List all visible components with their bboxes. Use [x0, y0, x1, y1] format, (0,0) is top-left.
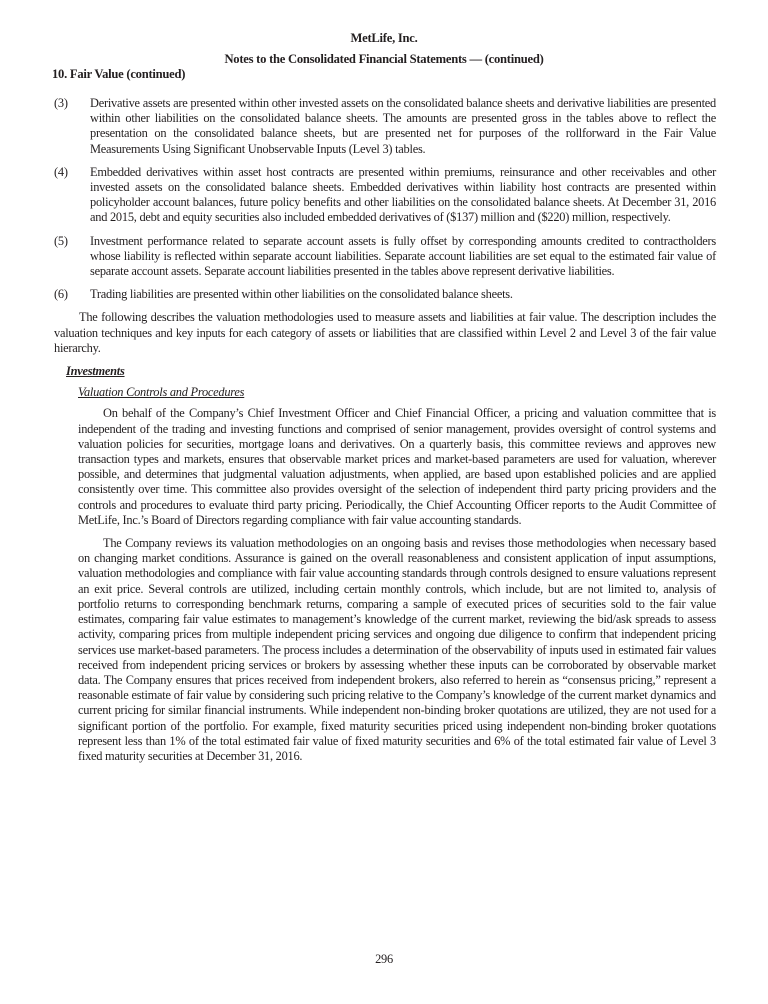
footnote-item	[54, 234, 716, 280]
footnote-text: Investment performance related to separate account assets is fully offset by corresponding amounts credited to contractholders whose liability is reflected within separate account liabilities. Separate account liabilities are set equal to the estimated fair value of separate account assets. Separate account liabilities presented in the tables above represent derivative liabilities.	[90, 233, 716, 279]
section-heading: 10. Fair Value (continued)	[52, 67, 186, 81]
document-body	[54, 96, 716, 772]
footnote-item	[54, 96, 716, 157]
footnote-item	[54, 287, 716, 302]
body-paragraph: The Company reviews its valuation methodologies on an ongoing basis and revises those methodologies when necessary based on changing market conditions. Assurance is gained on the overall reasonableness and consistent application of input assumptions, valuation methodologies and compliance with fair value accounting standards through controls designed to ensure valuations represent an exit price. Several controls are utilized, including certain monthly controls, which include, but are not limited to, analysis of portfolio returns to corresponding benchmark returns, comparing a sample of executed prices of securities sold to the fair value estimates, comparing fair value estimates to management’s knowledge of the current market, reviewing the bid/ask spreads to assess activity, comparing prices from multiple independent pricing services and ongoing due diligence to confirm that independent pricing services use market-based parameters. The process includes a determination of the observability of inputs used in estimated fair values received from independent pricing services or brokers by assessing whether these inputs can be corroborated by observable market data. The Company ensures that prices received from independent brokers, also referred to herein as “consensus pricing,” represent a reasonable estimate of fair value by considering such pricing relative to the Company’s knowledge of the current market dynamics and current pricing for similar financial instruments. While independent non-binding broker quotations are utilized, they are not used for a significant portion of the portfolio. For example, fixed maturity securities priced using independent non-binding broker quotations represent less than 1% of the total estimated fair value of fixed maturity securities and 6% of the total estimated fair value of Level 3 fixed maturity securities at December 31, 2016.	[78, 536, 716, 763]
footnote-text: Trading liabilities are presented within other liabilities on the consolidated balance sheets.	[90, 287, 513, 302]
footnote-number: (3)	[54, 96, 68, 110]
page-number: 296	[375, 952, 393, 966]
footnote-text: Derivative assets are presented within other invested assets on the consolidated balance sheets and derivative liabilities are presented within other liabilities on the consolidated balance sheets. The amounts are presented gross in the tables above to reflect the presentation on the consolidated balance sheets, but are presented net for purposes of the rollforward in the Fair Value Measurements Using Significant Unobservable Inputs (Level 3) tables.	[90, 96, 716, 156]
body-paragraph: On behalf of the Company’s Chief Investment Officer and Chief Financial Officer, a pricing and valuation committee that is independent of the trading and investing functions and comprised of senior management, provides oversight of control systems and valuation policies for securities, mortgage loans and derivatives. On a quarterly basis, this committee reviews and approves new transaction types and markets, ensures that observable market prices and market-based parameters are used for valuation, wherever possible, and determines that judgmental valuation adjustments, when applied, are based upon established policies and are applied consistently over time. This committee also provides oversight of the selection of independent third party pricing providers and the controls and procedures to evaluate third party pricing. Periodically, the Chief Accounting Officer reports to the Audit Committee of MetLife, Inc.’s Board of Directors regarding compliance with fair value accounting standards.	[78, 406, 716, 527]
company-name: MetLife, Inc.	[350, 31, 418, 45]
investments-heading: Investments	[66, 364, 125, 379]
intro-paragraph: The following describes the valuation methodologies used to measure assets and liabilities at fair value. The description includes the valuation techniques and key inputs for each category of assets or liabilities that are classified within Level 2 and Level 3 of the fair value hierarchy.	[54, 310, 716, 355]
valuation-heading: Valuation Controls and Procedures	[78, 385, 245, 400]
footnote-text: Embedded derivatives within asset host contracts are presented within premiums, reinsurance and other receivables and other invested assets on the consolidated balance sheets. Embedded derivatives within liability host contracts are presented within policyholder account balances, future policy benefits and other liabilities on the consolidated balance sheets. At December 31, 2016 and 2015, debt and equity securities also included embedded derivatives of ($137) million and ($220) million, respectively.	[90, 164, 716, 225]
footnote-item	[54, 165, 716, 226]
footnote-number: (5)	[54, 233, 68, 248]
page-subtitle: Notes to the Consolidated Financial Statements — (continued)	[224, 52, 544, 66]
footnote-number: (6)	[54, 287, 68, 302]
footnote-number: (4)	[54, 164, 68, 179]
